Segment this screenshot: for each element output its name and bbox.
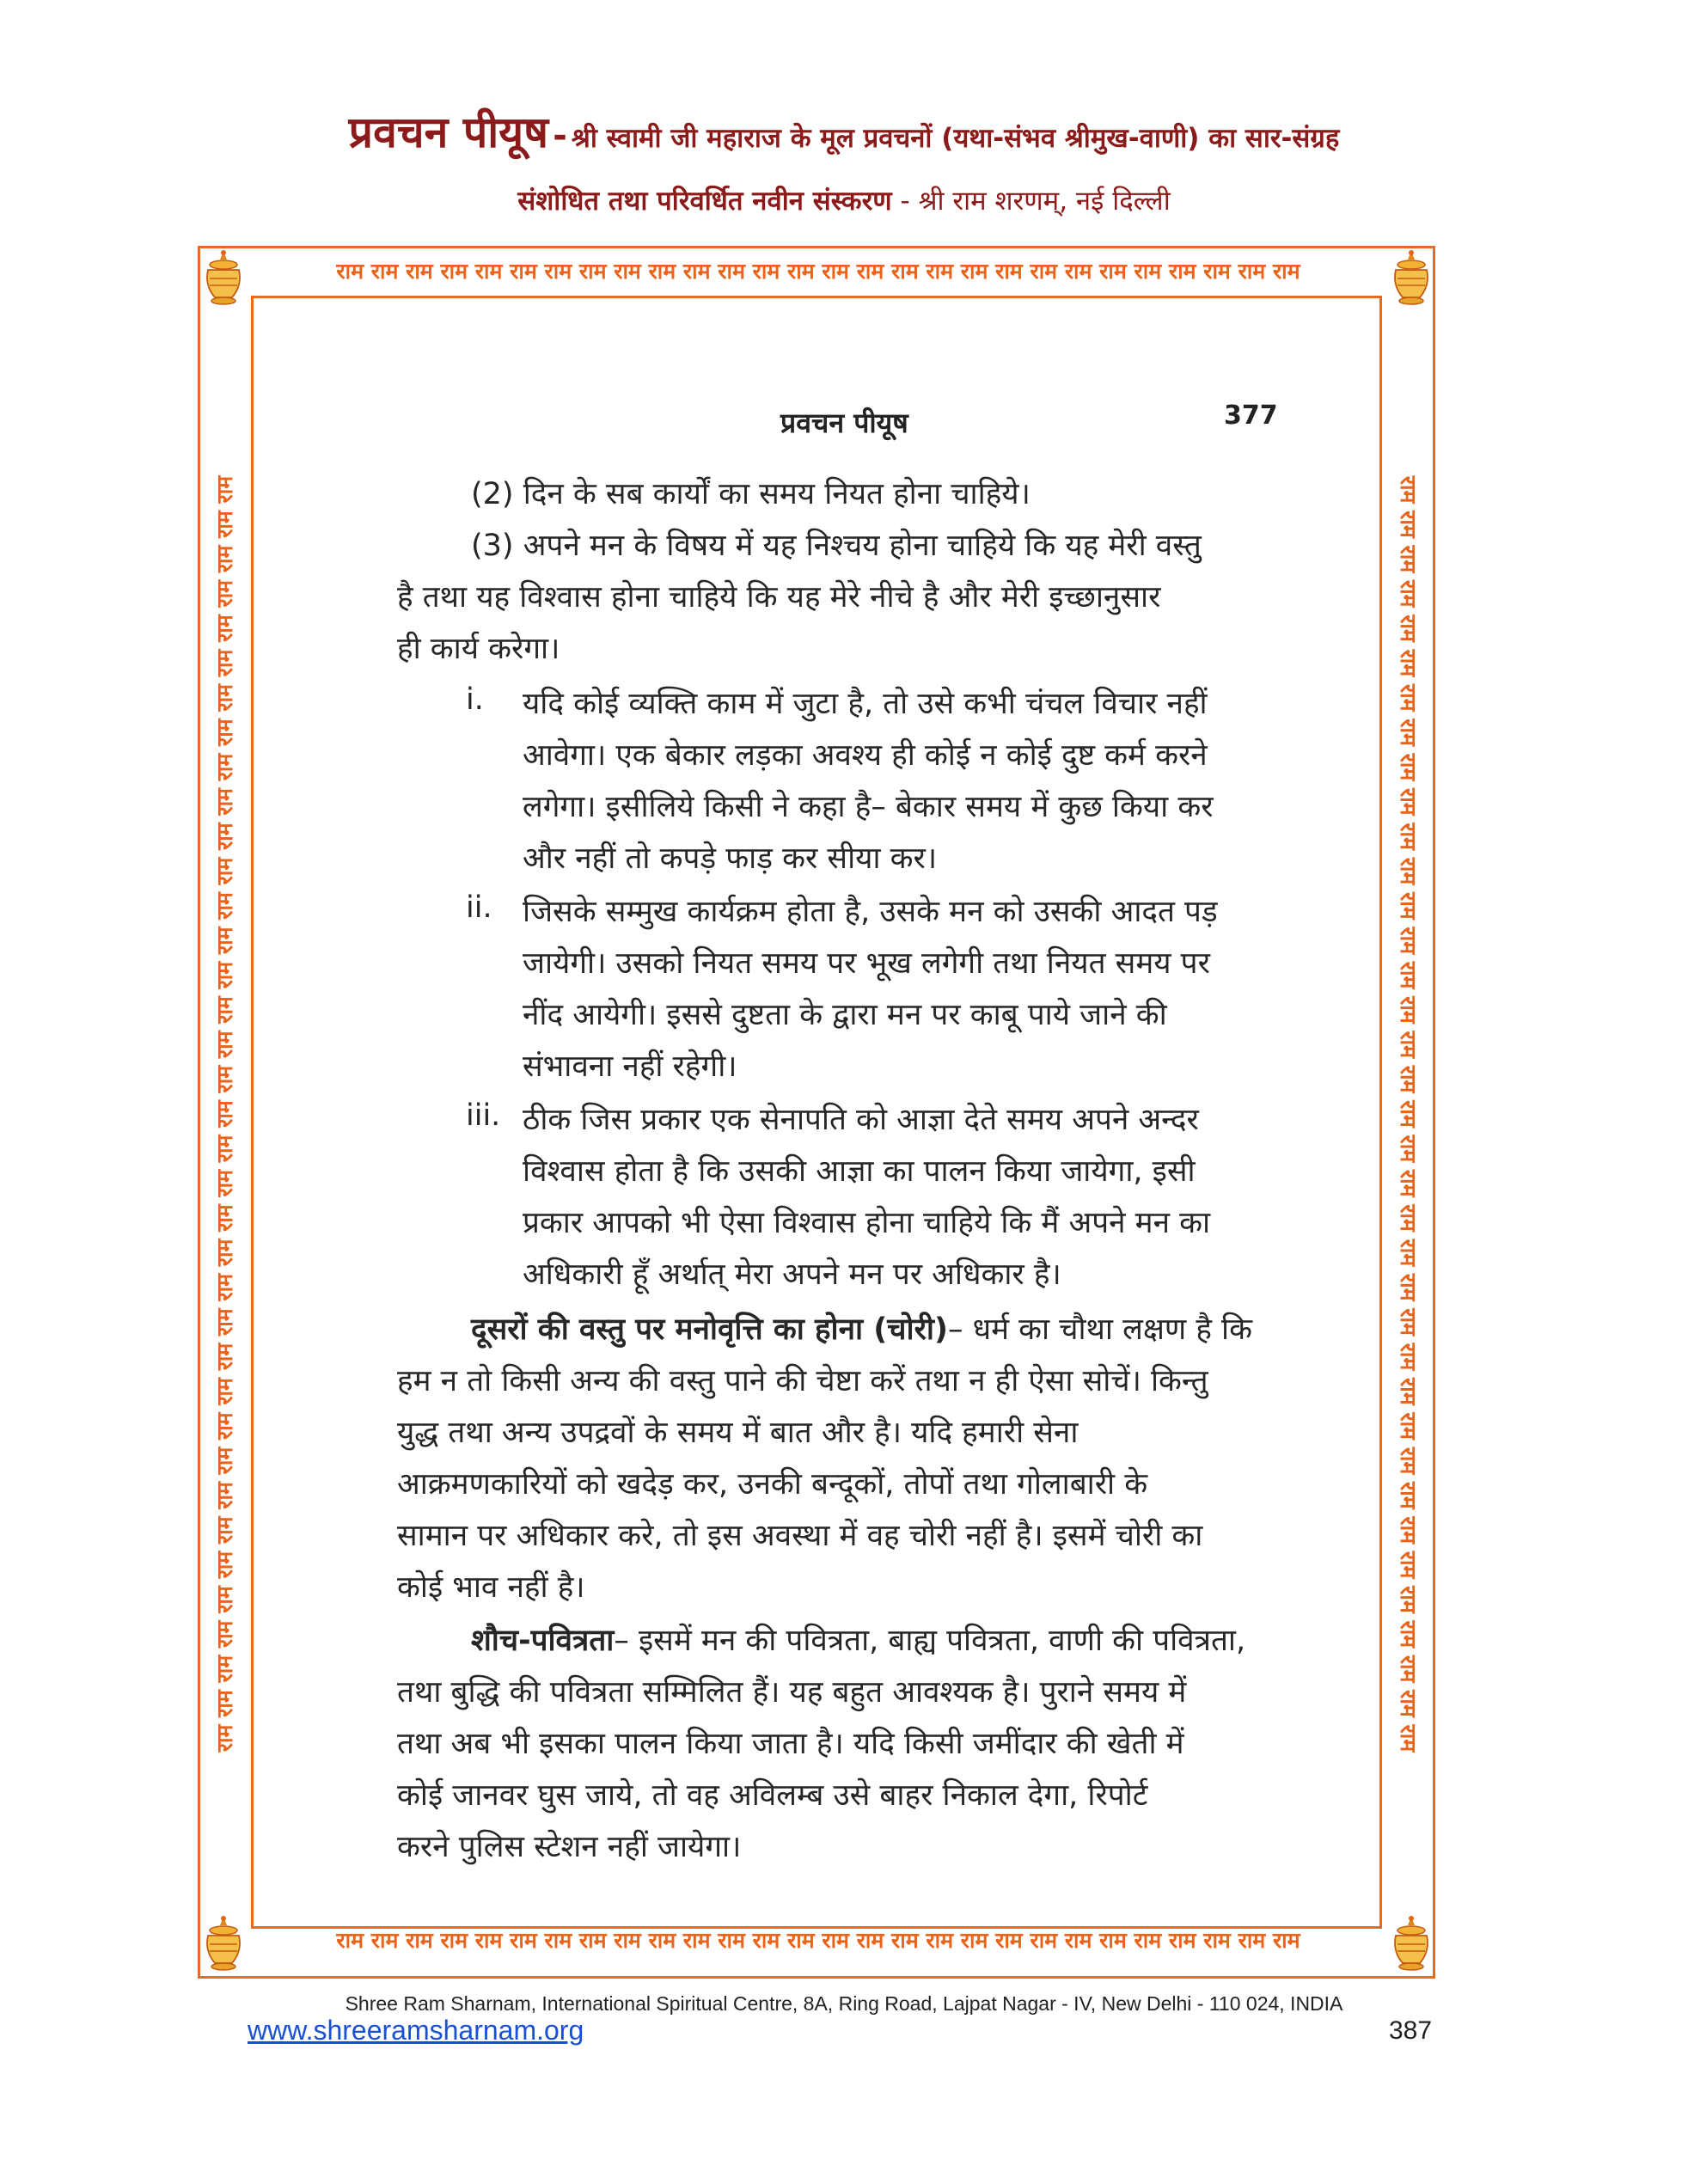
text-line: (2) दिन के सब कार्यों का समय नियत होना चाहिये। [471, 477, 1031, 511]
text-line: करने पुलिस स्टेशन नहीं जायेगा। [397, 1830, 742, 1864]
section-heading-shauch: शौच-पवित्रता [471, 1624, 615, 1658]
text-line: कोई भाव नहीं है। [397, 1570, 585, 1605]
kalash-icon-top-right [1387, 248, 1435, 308]
footer-page-number: 387 [1389, 2016, 1433, 2045]
text-line: अधिकारी हूँ अर्थात् मेरा अपने मन पर अधिकार है। [523, 1257, 1061, 1292]
list-marker: iii. [466, 1098, 501, 1133]
ram-border-top: राम राम राम राम राम राम राम राम राम राम राम राम राम राम राम राम राम राम राम राम राम राम राम राम राम राम राम राम [336, 259, 1300, 284]
text-line: सामान पर अधिकार करे, तो इस अवस्था में वह चोरी नहीं है। इसमें चोरी का [397, 1519, 1203, 1553]
text-line: जिसके सम्मुख कार्यक्रम होता है, उसके मन को उसकी आदत पड़ [523, 895, 1218, 929]
section-heading-chori: दूसरों की वस्तु पर मनोवृत्ति का होना (चोरी) [471, 1312, 948, 1347]
text-line: संभावना नहीं रहेगी। [523, 1049, 737, 1084]
text-line: तथा बुद्धि की पवित्रता सम्मिलित हैं। यह बहुत आवश्यक है। पुराने समय में [397, 1675, 1187, 1710]
text-line-continuation: – इसमें मन की पवित्रता, बाह्य पवित्रता, वाणी की पवित्रता, [614, 1624, 1246, 1658]
text-line: है तथा यह विश्वास होना चाहिये कि यह मेरे नीचे है और मेरी इच्छानुसार [397, 580, 1161, 615]
text-line: हम न तो किसी अन्य की वस्तु पाने की चेष्टा करें तथा न ही ऐसा सोचें। किन्तु [397, 1364, 1208, 1398]
text-line [471, 1619, 1245, 1660]
text-line: कोई जानवर घुस जाये, तो वह अविलम्ब उसे बाहर निकाल देगा, रिपोर्ट [397, 1778, 1148, 1813]
footer-address: Shree Ram Sharnam, International Spiritual Centre, 8A, Ring Road, Lajpat Nagar - IV, New Delhi - 110 024, INDIA [345, 1992, 1343, 2015]
text-line-continuation: – धर्म का चौथा लक्षण है कि [947, 1312, 1253, 1347]
list-marker: ii. [466, 890, 492, 925]
text-line: प्रकार आपको भी ऐसा विश्वास होना चाहिये कि मैं अपने मन का [523, 1206, 1211, 1240]
edition-bold: संशोधित तथा परिवर्धित नवीन संस्करण [517, 186, 892, 217]
document-header-title [0, 101, 1688, 160]
kalash-icon-bottom-right [1387, 1913, 1435, 1973]
list-marker: i. [466, 682, 484, 717]
kalash-icon-top-left [199, 248, 248, 308]
text-line: युद्ध तथा अन्य उपद्रवों के समय में बात और है। यदि हमारी सेना [397, 1416, 1079, 1450]
ram-border-left: राम राम राम राम राम राम राम राम राम राम राम राम राम राम राम राम राम राम राम राम राम राम राम राम राम राम राम राम राम राम राम राम राम राम राम राम राम [212, 475, 237, 1753]
kalash-icon-bottom-left [199, 1913, 248, 1973]
text-line: ही कार्य करेगा। [397, 632, 560, 666]
text-line [471, 1308, 1252, 1349]
ram-border-right: राम राम राम राम राम राम राम राम राम राम राम राम राम राम राम राम राम राम राम राम राम राम राम राम राम राम राम राम राम राम राम राम राम राम राम राम राम [1396, 475, 1421, 1753]
edition-rest: - श्री राम शरणम्, नई दिल्ली [891, 186, 1171, 217]
text-line: तथा अब भी इसका पालन किया जाता है। यदि किसी जमींदार की खेती में [397, 1727, 1184, 1761]
text-line: विश्वास होता है कि उसकी आज्ञा का पालन किया जायेगा, इसी [523, 1154, 1196, 1189]
text-line: ठीक जिस प्रकार एक सेनापति को आज्ञा देते समय अपने अन्दर [523, 1103, 1199, 1137]
header-title-subtitle: श्री स्वामी जी महाराज के मूल प्रवचनों (यथा-संभव श्रीमुख-वाणी) का सार-संग्रह [571, 123, 1340, 154]
document-header-edition [0, 182, 1688, 218]
header-title-main: प्रवचन पीयूष [348, 107, 549, 157]
text-line: और नहीं तो कपड़े फाड़ कर सीया कर। [523, 841, 938, 876]
header-title-separator: - [553, 116, 567, 156]
ram-border-bottom: राम राम राम राम राम राम राम राम राम राम राम राम राम राम राम राम राम राम राम राम राम राम राम राम राम राम राम राम [336, 1928, 1300, 1953]
footer-website-link[interactable]: www.shreeramsharnam.org [248, 2015, 584, 2046]
book-page-title: प्रवचन पीयूष [780, 407, 908, 439]
text-line: (3) अपने मन के विषय में यह निश्चय होना चाहिये कि यह मेरी वस्तु [471, 529, 1202, 563]
text-line: यदि कोई व्यक्ति काम में जुटा है, तो उसे कभी चंचल विचार नहीं [523, 687, 1208, 721]
text-line: नींद आयेगी। इससे दुष्टता के द्वारा मन पर काबू पाये जाने की [523, 998, 1167, 1032]
text-line: जायेगी। उसको नियत समय पर भूख लगेगी तथा नियत समय पर [523, 946, 1210, 981]
book-page-number: 377 [1224, 401, 1278, 431]
text-line: लगेगा। इसीलिये किसी ने कहा है– बेकार समय में कुछ किया कर [523, 790, 1214, 824]
text-line: आक्रमणकारियों को खदेड़ कर, उनकी बन्दूकों, तोपों तथा गोलाबारी के [397, 1467, 1148, 1502]
text-line: आवेगा। एक बेकार लड़का अवश्य ही कोई न कोई दुष्ट कर्म करने [523, 738, 1208, 773]
